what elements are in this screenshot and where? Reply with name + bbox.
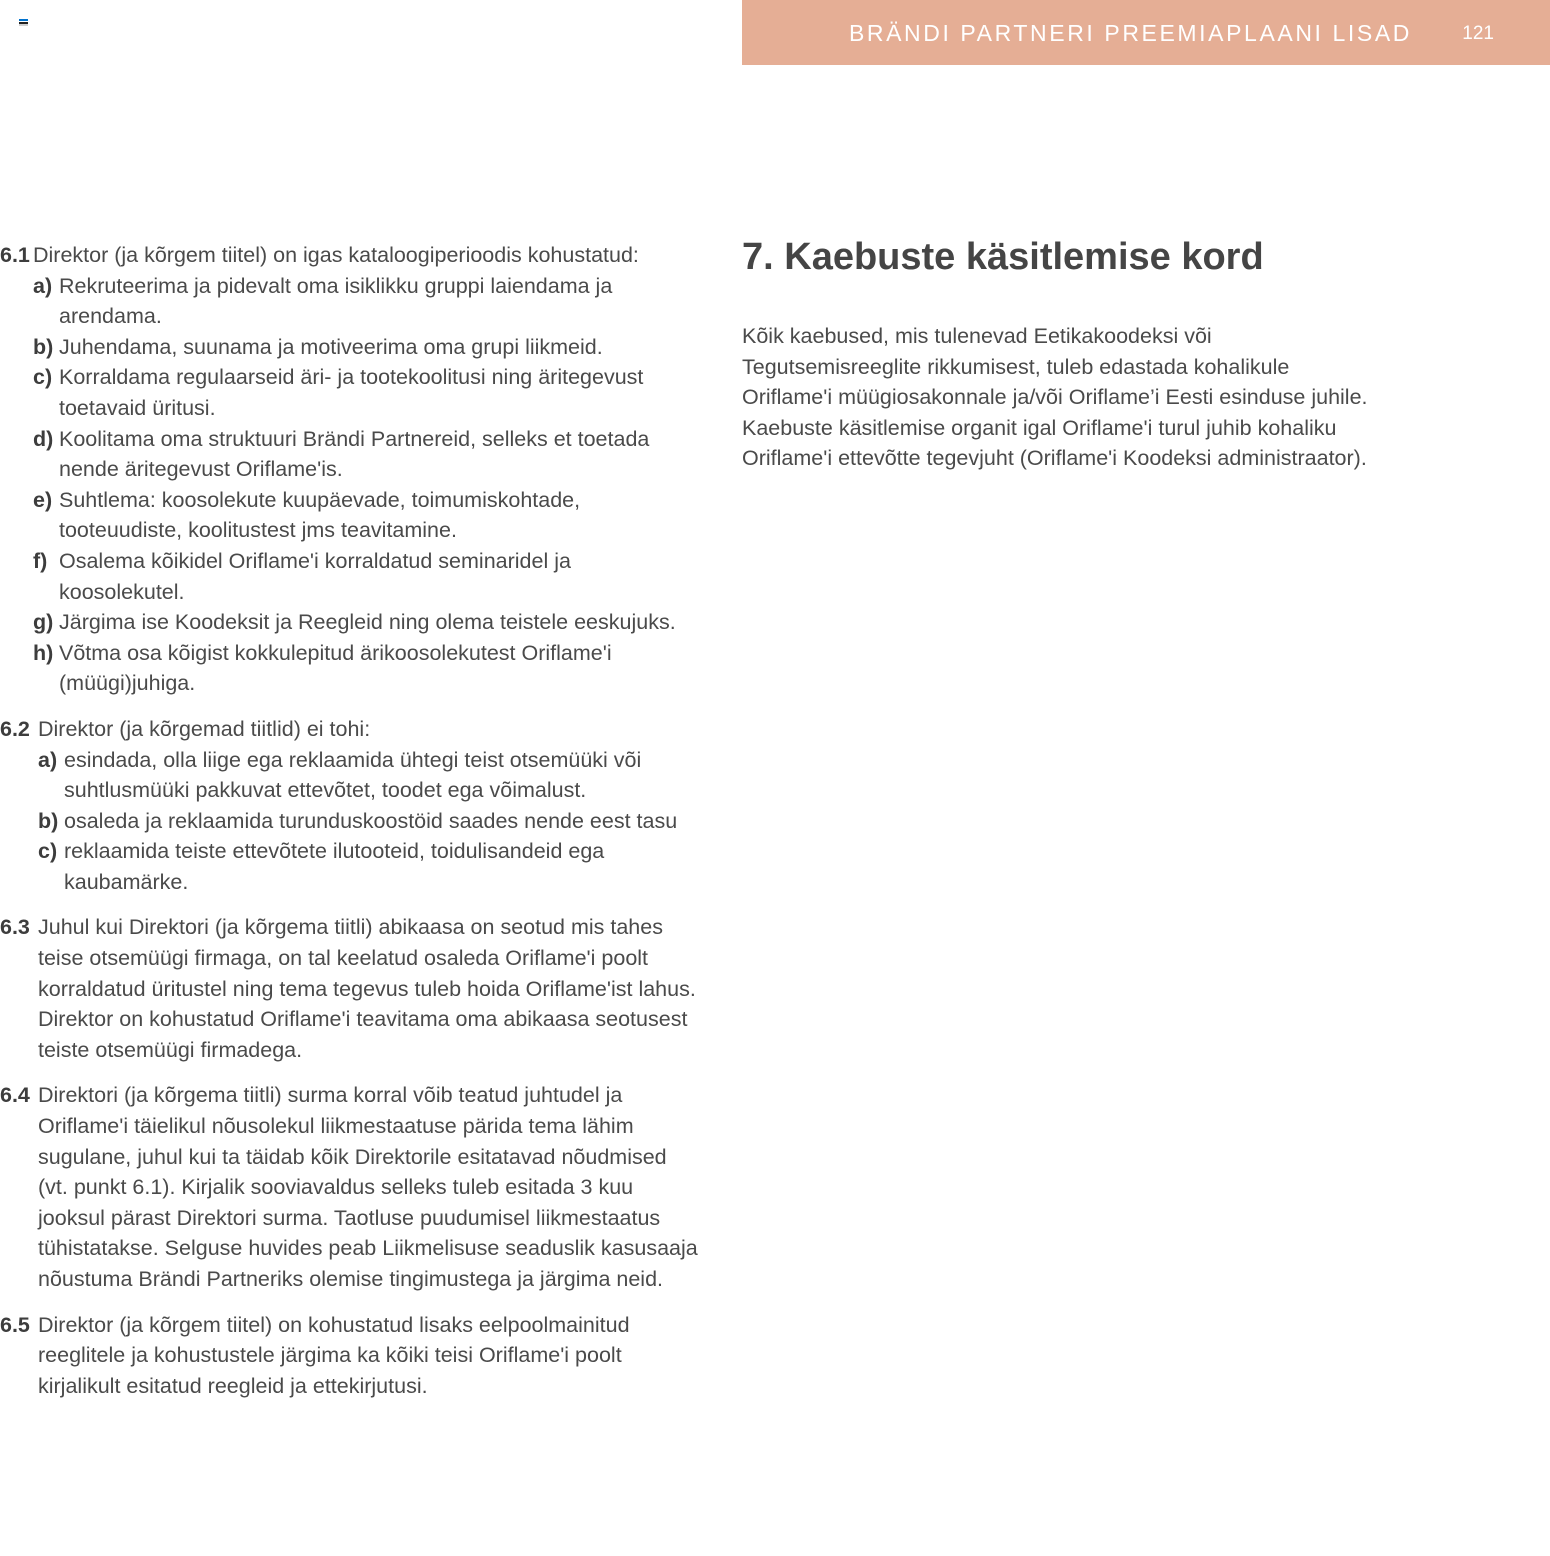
section-text: Juhul kui Direktori (ja kõrgema tiitli) abikaasa on seotud mis tahes teise otsemüügi firmaga, on tal keelatud osaleda Oriflame'i poolt korraldatud üritustel ning tema tegevus tuleb hoida Oriflame'ist lahus. Direktor on kohustatud Oriflame'i teavitama oma abikaasa seotusest teiste otsemüügi firmadega. (38, 915, 696, 1062)
section-text: Direktori (ja kõrgema tiitli) surma korral võib teatud juhtudel ja Oriflame'i täielikul nõusolekul liikmestaatuse pärida tema lähim sugulane, juhul kui ta täidab kõik Direktorile esitatavad nõudmised (vt. punkt 6.1). Kirjalik sooviavaldus selleks tuleb esitada 3 kuu jooksul pärast Direktori surma. Taotluse puudumisel liikmestaatus tühistatakse. Selguse huvides peab Liikmelisuse seaduslik kasusaaja nõustuma Brändi Partneriks olemise tingimustega ja järgima neid. (38, 1083, 698, 1291)
item-label: a) (33, 273, 53, 298)
page-header (742, 0, 1550, 65)
section-number: 6.5 (0, 1312, 30, 1337)
item-label: e) (33, 487, 53, 512)
section-6-1 (0, 240, 700, 699)
section-paragraph (0, 912, 700, 1065)
list-item (33, 638, 700, 699)
section-6-3 (0, 912, 700, 1065)
section-6-2 (0, 714, 700, 898)
director-obligations-column (0, 240, 700, 1416)
item-text: Rekruteerima ja pidevalt oma isiklikku gruppi laiendama ja arendama. (59, 273, 613, 329)
item-text: Suhtlema: koosolekute kuupäevade, toimumiskohtade, tooteuudiste, koolitustest jms teavitamine. (59, 487, 581, 543)
item-label: b) (38, 808, 59, 833)
list-item (33, 332, 700, 363)
list-item (33, 485, 700, 546)
section-heading (0, 714, 700, 745)
item-label: f) (33, 548, 48, 573)
section-heading (0, 240, 700, 271)
item-label: h) (33, 640, 54, 665)
list-item (33, 546, 700, 607)
list-item (33, 607, 700, 638)
section-7-body: Kõik kaebused, mis tulenevad Eetikakoodeksi või Tegutsemisreeglite rikkumisest, tuleb edastada kohalikule Oriflame'i müügiosakonnale ja/või Oriflame’i Eesti esinduse juhile. Kaebuste käsitlemise organit igal Oriflame'i turul juhib kohaliku Oriflame'i ettevõtte tegevjuht (Oriflame'i Koodeksi administraator). (742, 324, 1368, 471)
section-6-4 (0, 1080, 700, 1294)
list-item (33, 271, 700, 332)
item-label: d) (33, 426, 54, 451)
item-text: reklaamida teiste ettevõtete ilutooteid, toidulisandeid ega kaubamärke. (64, 839, 605, 894)
section-paragraph (0, 1310, 700, 1402)
list-item (38, 836, 700, 897)
section-number: 6.1 (0, 243, 30, 267)
item-text: Koolitama oma struktuuri Brändi Partnereid, selleks et toetada nende äritegevust Oriflame'is. (59, 426, 650, 482)
list-item (33, 362, 700, 423)
item-text: osaleda ja reklaamida turunduskoostöid saades nende eest tasu (64, 808, 678, 833)
item-label: a) (38, 747, 58, 772)
item-text: Järgima ise Koodeksit ja Reegleid ning olema teistele eeskujuks. (59, 610, 676, 635)
section-text: Direktor (ja kõrgem tiitel) on igas kataloogiperioodis kohustatud: (33, 243, 639, 267)
section-text: Direktor (ja kõrgem tiitel) on kohustatud lisaks eelpoolmainitud reeglitele ja kohustustele järgima ka kõiki teisi Oriflame'i poolt kirjalikult esitatud reegleid ja ettekirjutusi. (38, 1312, 630, 1398)
item-label: c) (33, 365, 53, 390)
item-text: esindada, olla liige ega reklaamida ühtegi teist otsemüüki või suhtlusmüüki pakkuvat ettevõtet, toodet ega võimalust. (64, 747, 642, 803)
list-item (38, 806, 700, 837)
list-item (38, 745, 700, 806)
section-number: 6.2 (0, 716, 30, 741)
item-text: Korraldama regulaarseid äri- ja tootekoolitusi ning äritegevust toetavaid üritusi. (59, 365, 644, 420)
list-item (33, 424, 700, 485)
section-7-heading: 7. Kaebuste käsitlemise kord (742, 236, 1264, 278)
section-number: 6.3 (0, 915, 30, 940)
page-number: 121 (1462, 23, 1494, 44)
item-label: c) (38, 839, 58, 864)
item-label: b) (33, 334, 54, 359)
header-title: BRÄNDI PARTNERI PREEMIAPLAANI LISAD (848, 20, 1412, 46)
item-text: Võtma osa kõigist kokkulepitud ärikoosolekutest Oriflame'i (müügi)juhiga. (59, 640, 612, 696)
section-6-5 (0, 1310, 700, 1402)
item-text: Osalema kõikidel Oriflame'i korraldatud seminaridel ja koosolekutel. (59, 548, 571, 604)
section-paragraph (0, 1080, 700, 1294)
item-label: g) (33, 610, 54, 635)
section-number: 6.4 (0, 1083, 30, 1108)
section-text: Direktor (ja kõrgemad tiitlid) ei tohi: (38, 716, 371, 741)
item-text: Juhendama, suunama ja motiveerima oma grupi liikmeid. (59, 334, 603, 359)
language-flag-icon (19, 19, 28, 26)
complaints-column (742, 235, 1382, 474)
